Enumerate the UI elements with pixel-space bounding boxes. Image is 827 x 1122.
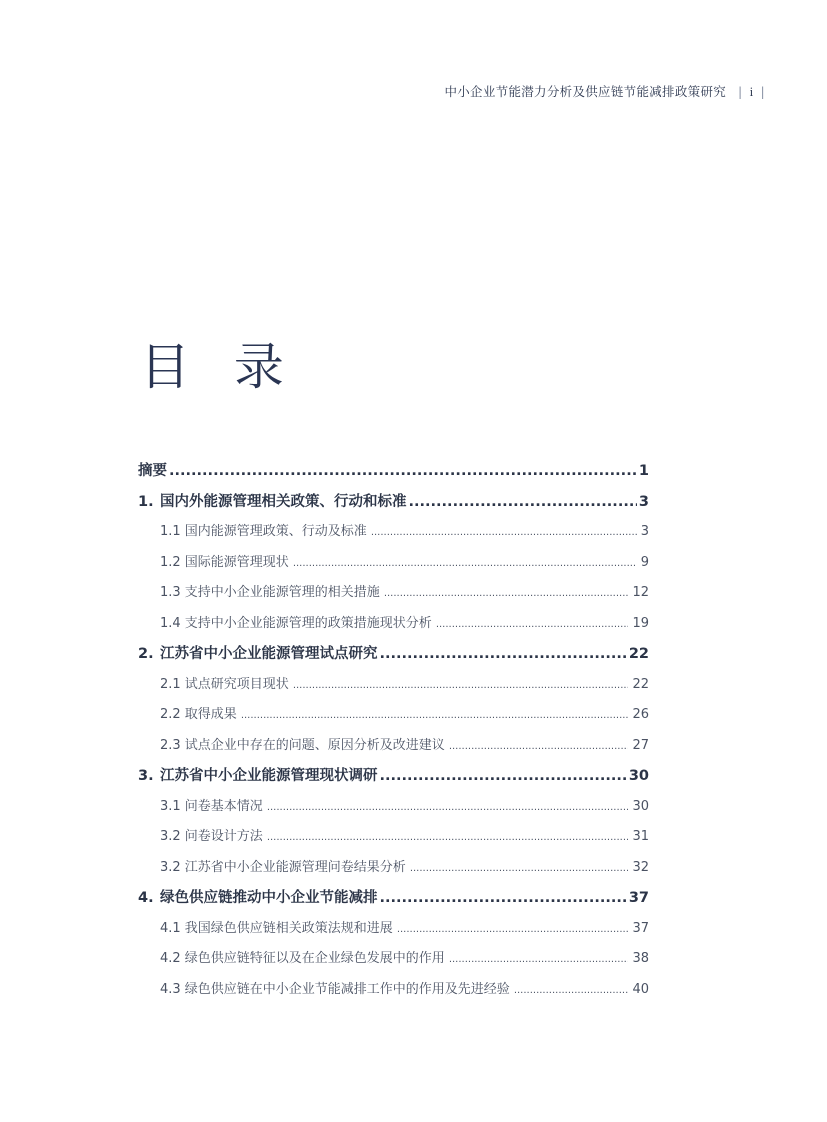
toc-dot-leader (436, 610, 629, 641)
toc-entry-page: 37 (632, 920, 649, 936)
toc-entry-page: 40 (632, 981, 649, 997)
toc-dot-leader (293, 671, 629, 702)
toc-entry-page: 3 (638, 493, 649, 510)
toc-subsection-entry[interactable] (138, 944, 649, 975)
toc-entry-label: 1.4 支持中小企业能源管理的政策措施现状分析 (160, 615, 432, 631)
toc-subsection-entry[interactable] (138, 914, 649, 945)
toc-dot-leader (397, 915, 629, 946)
toc-entry-number: 4. (138, 890, 154, 906)
toc-entry-page: 3 (640, 524, 649, 539)
toc-subsection-entry[interactable] (138, 609, 649, 640)
toc-subsection-entry[interactable] (138, 853, 649, 884)
toc-entry-label: 4.1 我国绿色供应链相关政策法规和进展 (160, 920, 393, 936)
toc-dot-leader (384, 579, 629, 610)
toc-dot-leader (380, 761, 627, 792)
toc-dot-leader (267, 823, 629, 854)
toc-section-entry[interactable] (138, 456, 649, 487)
toc-entry-label: 2.2 取得成果 (160, 707, 237, 722)
toc-dot-leader (169, 456, 637, 487)
toc-subsection-entry[interactable] (138, 731, 649, 762)
running-title: 中小企业节能潜力分析及供应链节能减排政策研究 (444, 84, 727, 99)
toc-entry-label: 1.1 国内能源管理政策、行动及标准 (160, 524, 367, 539)
toc-dot-leader (371, 518, 637, 549)
toc-entry-label: 绿色供应链推动中小企业节能减排 (160, 890, 378, 906)
header-separator: | (738, 84, 743, 99)
toc-entry-page: 38 (632, 951, 649, 966)
toc-entry-page: 37 (628, 890, 649, 906)
toc-entry-label: 2.3 试点企业中存在的问题、原因分析及改进建议 (160, 737, 445, 753)
toc-dot-leader (449, 732, 629, 763)
toc-entry-page: 30 (628, 768, 649, 784)
toc-entry-label: 江苏省中小企业能源管理试点研究 (160, 646, 378, 662)
toc-entry-label: 摘要 (138, 463, 167, 479)
page-number: i (749, 84, 754, 99)
toc-entry-label: 4.2 绿色供应链特征以及在企业绿色发展中的作用 (160, 951, 445, 966)
toc-entry-number: 3. (138, 768, 154, 784)
toc-subsection-entry[interactable] (138, 670, 649, 701)
toc-entry-label: 国内外能源管理相关政策、行动和标准 (160, 493, 407, 510)
running-header (444, 82, 765, 100)
toc-dot-leader (380, 639, 627, 670)
toc-title: 目 录 (140, 338, 298, 396)
toc-subsection-entry[interactable] (138, 822, 649, 853)
toc-entry-page: 19 (632, 615, 649, 631)
toc-entry-page: 26 (632, 707, 649, 722)
toc-section-entry[interactable] (138, 883, 649, 914)
toc-entry-page: 1 (638, 463, 649, 479)
toc-entry-label: 江苏省中小企业能源管理现状调研 (160, 768, 378, 784)
toc-entry-page: 27 (632, 737, 649, 753)
toc-section-entry[interactable] (138, 761, 649, 792)
toc-entry-label: 3.2 江苏省中小企业能源管理问卷结果分析 (160, 859, 406, 875)
toc-subsection-entry[interactable] (138, 548, 649, 579)
toc-dot-leader (380, 883, 627, 914)
toc-entry-label: 4.3 绿色供应链在中小企业节能减排工作中的作用及先进经验 (160, 981, 510, 997)
header-separator: | (760, 84, 765, 99)
toc-entry-page: 32 (632, 859, 649, 875)
toc-section-entry[interactable] (138, 487, 649, 518)
toc-entry-page: 22 (632, 676, 649, 692)
toc-entry-label: 2.1 试点研究项目现状 (160, 676, 289, 692)
toc-entry-page: 22 (628, 646, 649, 662)
toc-subsection-entry[interactable] (138, 792, 649, 823)
toc-entry-label: 1.3 支持中小企业能源管理的相关措施 (160, 585, 380, 600)
toc-dot-leader (449, 945, 629, 976)
toc-dot-leader (241, 701, 629, 732)
toc-subsection-entry[interactable] (138, 578, 649, 609)
toc-entry-label: 3.2 问卷设计方法 (160, 829, 263, 844)
toc-subsection-entry[interactable] (138, 975, 649, 1006)
toc-subsection-entry[interactable] (138, 517, 649, 548)
toc-dot-leader (293, 549, 637, 580)
toc-entry-page: 9 (640, 554, 649, 570)
toc-section-entry[interactable] (138, 639, 649, 670)
toc-entry-label: 1.2 国际能源管理现状 (160, 554, 289, 570)
toc-dot-leader (267, 793, 629, 824)
toc-subsection-entry[interactable] (138, 700, 649, 731)
toc-entry-page: 31 (632, 829, 649, 844)
toc-entry-page: 12 (632, 585, 649, 600)
toc-entry-label: 3.1 问卷基本情况 (160, 798, 263, 814)
toc-dot-leader (409, 487, 637, 518)
toc-entry-number: 2. (138, 646, 154, 662)
toc-entry-number: 1. (138, 493, 154, 510)
toc-entry-page: 30 (632, 798, 649, 814)
toc-dot-leader (410, 854, 629, 885)
toc-dot-leader (514, 976, 629, 1007)
table-of-contents (138, 456, 649, 1005)
